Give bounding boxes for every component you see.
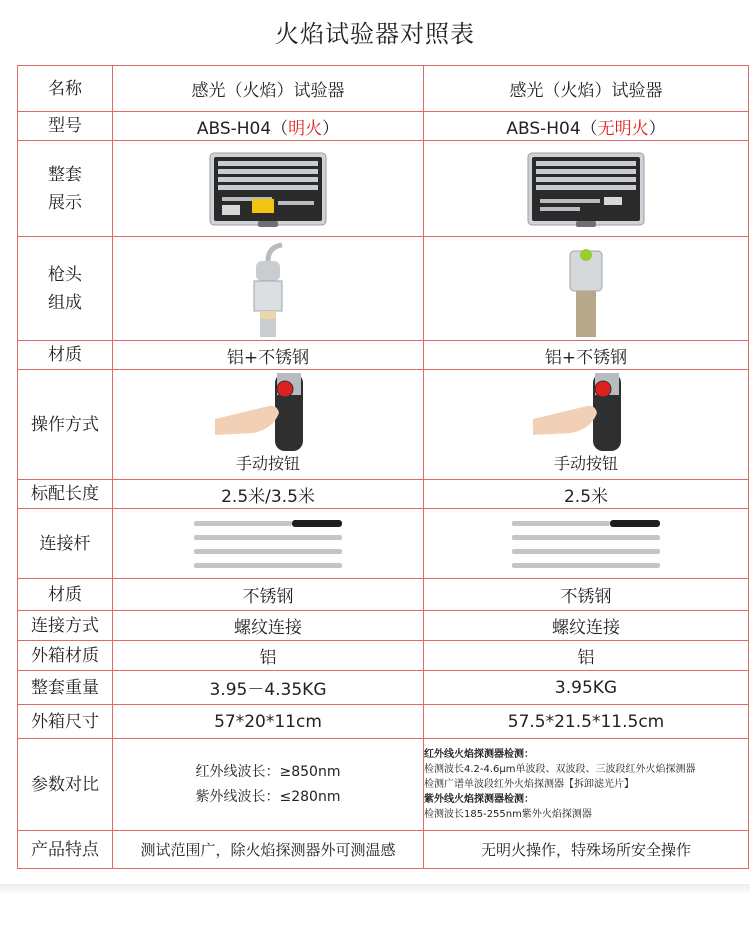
cell-right: 不锈钢 xyxy=(424,579,749,611)
row-label: 外箱材质 xyxy=(18,641,113,671)
label-line: 展示 xyxy=(48,192,82,213)
page-title: 火焰试验器对照表 xyxy=(275,20,475,48)
row-label xyxy=(18,141,113,237)
operation-text: 手动按钮 xyxy=(235,453,300,473)
row-operation xyxy=(18,370,749,480)
uv-detection-heading: 紫外线火焰探测器检测： xyxy=(424,794,534,805)
cell-right: 感光（火焰）试验器 xyxy=(424,66,749,112)
row-head xyxy=(18,237,749,341)
label-line: 组成 xyxy=(48,292,82,313)
flame-nozzle-head-image xyxy=(238,241,298,337)
row-name xyxy=(18,66,749,112)
cell-right xyxy=(424,509,749,579)
row-features xyxy=(18,831,749,869)
cell-right: 57.5*21.5*11.5cm xyxy=(424,705,749,739)
cell-left: 57*20*11cm xyxy=(113,705,424,739)
row-label: 外箱尺寸 xyxy=(18,705,113,739)
row-label: 参数对比 xyxy=(18,739,113,831)
extension-rods-image xyxy=(510,517,662,571)
model-suffix: ） xyxy=(322,118,340,139)
row-label: 标配长度 xyxy=(18,480,113,509)
cell-right xyxy=(424,141,749,237)
cell-right: 3.95KG xyxy=(424,671,749,705)
cell-right xyxy=(424,370,749,480)
cell-left xyxy=(113,141,424,237)
cell-right: 铝 xyxy=(424,641,749,671)
model-flame-type: 无明火 xyxy=(597,118,649,139)
row-label: 整套重量 xyxy=(18,671,113,705)
cell-right xyxy=(424,237,749,341)
cell-left: 感光（火焰）试验器 xyxy=(113,66,424,112)
cell-left: 2.5米/3.5米 xyxy=(113,480,424,509)
model-suffix: ） xyxy=(648,118,666,139)
cell-left: 铝+不锈钢 xyxy=(113,341,424,370)
row-label: 连接方式 xyxy=(18,611,113,641)
cell-left xyxy=(113,237,424,341)
cell-left xyxy=(113,112,424,141)
label-line: 整套 xyxy=(48,164,82,185)
cell-right: 螺纹连接 xyxy=(424,611,749,641)
row-label: 产品特点 xyxy=(18,831,113,869)
model-text: ABS-H04（ xyxy=(196,118,289,139)
cell-left: 测试范围广，除火焰探测器外可测温感 xyxy=(113,831,424,869)
row-label: 操作方式 xyxy=(18,370,113,480)
ir-wavelength: 红外线波长：≥850nm xyxy=(195,763,341,780)
cell-right: 铝+不锈钢 xyxy=(424,341,749,370)
row-material xyxy=(18,341,749,370)
cell-left: 铝 xyxy=(113,641,424,671)
hand-button-image xyxy=(213,373,323,451)
kit-case-image xyxy=(526,149,646,229)
row-rod-material xyxy=(18,579,749,611)
row-model xyxy=(18,112,749,141)
cell-left xyxy=(113,739,424,831)
row-rod xyxy=(18,509,749,579)
ir-detection-heading: 红外线火焰探测器检测： xyxy=(424,749,534,760)
row-case-material xyxy=(18,641,749,671)
flameless-head-image xyxy=(556,241,616,337)
row-params xyxy=(18,739,749,831)
row-label: 型号 xyxy=(18,112,113,141)
model-text: ABS-H04（ xyxy=(506,118,598,139)
model-flame-type: 明火 xyxy=(288,118,323,139)
row-connection xyxy=(18,611,749,641)
row-weight xyxy=(18,671,749,705)
row-label: 连接杆 xyxy=(18,509,113,579)
ir-detection-line: 检测广谱单波段红外火焰探测器【拆卸滤光片】 xyxy=(424,779,634,790)
row-label: 材质 xyxy=(18,579,113,611)
bottom-divider xyxy=(0,884,750,894)
comparison-table xyxy=(17,65,749,869)
operation-text: 手动按钮 xyxy=(553,453,618,473)
uv-detection-line: 检测波长185-255nm紫外火焰探测器 xyxy=(424,809,592,820)
cell-right xyxy=(424,739,749,831)
ir-detection-line: 检测波长4.2-4.6μm单波段、双波段、三波段红外火焰探测器 xyxy=(424,764,696,775)
cell-left xyxy=(113,509,424,579)
cell-right xyxy=(424,112,749,141)
cell-right: 2.5米 xyxy=(424,480,749,509)
hand-button-image xyxy=(531,373,641,451)
cell-left: 3.95－4.35KG xyxy=(113,671,424,705)
row-length xyxy=(18,480,749,509)
extension-rods-image xyxy=(192,517,344,571)
cell-left: 螺纹连接 xyxy=(113,611,424,641)
cell-left xyxy=(113,370,424,480)
row-display xyxy=(18,141,749,237)
row-label: 名称 xyxy=(18,66,113,112)
row-size xyxy=(18,705,749,739)
cell-right: 无明火操作，特殊场所安全操作 xyxy=(424,831,749,869)
row-label: 材质 xyxy=(18,341,113,370)
row-label xyxy=(18,237,113,341)
kit-case-image xyxy=(208,149,328,229)
label-line: 枪头 xyxy=(48,264,82,285)
uv-wavelength: 紫外线波长：≤280nm xyxy=(195,788,341,805)
cell-left: 不锈钢 xyxy=(113,579,424,611)
